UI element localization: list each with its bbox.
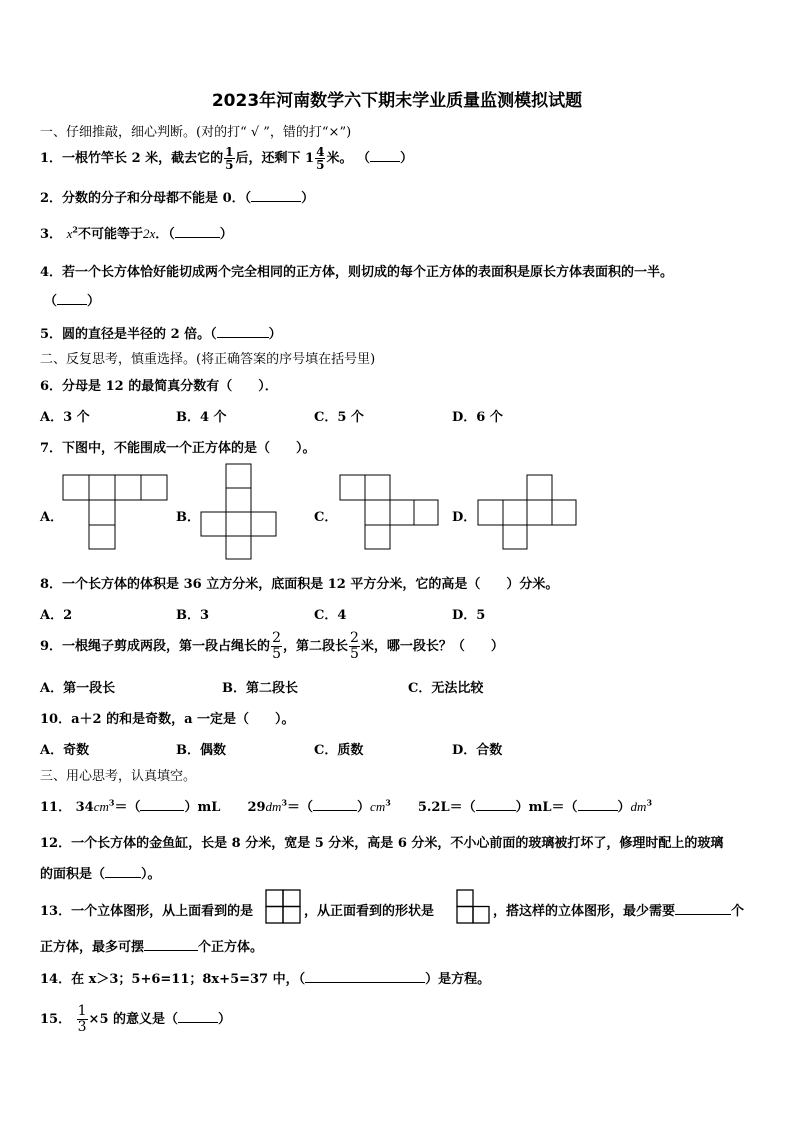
option-b[interactable]: B．偶数 <box>176 743 226 758</box>
front-view-figure <box>456 889 492 925</box>
question-9 <box>40 631 504 662</box>
question-4-answer <box>44 290 100 309</box>
question-13-cont3 <box>40 936 263 955</box>
fraction <box>271 631 282 662</box>
section-heading-1: 一、仔细推敲，细心判断。(对的打“ √ ”，错的打“×”) <box>40 125 352 140</box>
answer-blank[interactable] <box>370 150 400 162</box>
question-text: 29 <box>247 800 266 815</box>
question-number: 8． <box>40 577 63 592</box>
question-text: 34 <box>75 800 94 815</box>
question-7 <box>40 437 316 456</box>
question-8 <box>40 573 558 592</box>
question-text: （ <box>44 294 58 309</box>
question-text: ＝（ <box>287 800 314 815</box>
fraction <box>315 146 325 171</box>
cube-net-c[interactable] <box>339 474 441 552</box>
numerator: 4 <box>316 145 325 159</box>
question-text: ）是方程。 <box>425 972 491 987</box>
question-text: 一根竹竿长 2 米，截去它的 <box>62 151 224 166</box>
exponent: 2 <box>72 224 78 235</box>
cube-net-b[interactable] <box>200 463 278 561</box>
option-a[interactable]: A．2 <box>40 608 73 623</box>
question-text: ＝（ <box>114 800 141 815</box>
question-number: 5． <box>40 327 63 342</box>
question-text: 一个长方体的金鱼缸，长是 8 分米，宽是 5 分米，高是 6 分米，不小心前面的玻璃被打坏了，修理时配上的玻璃 <box>71 836 724 851</box>
answer-blank[interactable] <box>313 799 357 811</box>
question-text: ） <box>617 800 631 815</box>
exponent: 3 <box>281 797 288 808</box>
question-text: ，第二段长 <box>282 639 348 654</box>
question-text: 个 <box>731 904 745 919</box>
option-d[interactable]: D．合数 <box>452 743 503 758</box>
question-text: ，搭这样的立体图形，最少需要 <box>493 904 676 919</box>
denominator: 5 <box>316 158 325 172</box>
question-12 <box>40 832 723 851</box>
question-text: ）。 <box>141 867 161 882</box>
fraction <box>224 146 234 171</box>
unit: cm <box>370 799 386 814</box>
question-text: 的面积是（ <box>40 867 106 882</box>
question-text: ） <box>357 800 371 815</box>
question-13-cont: ，从正面看到的形状是 <box>304 904 435 919</box>
option-c[interactable]: C．5 个 <box>314 410 364 425</box>
question-text: 圆的直径是半径的 2 倍。（ <box>62 327 217 342</box>
question-text: 下图中，不能围成一个正方体的是（ ）。 <box>62 441 316 456</box>
question-text: 正方体，最多可摆 <box>40 940 145 955</box>
answer-blank[interactable] <box>578 799 618 811</box>
numerator: 2 <box>350 630 359 646</box>
numerator: 2 <box>272 630 281 646</box>
question-text: 米。 （ <box>326 151 370 166</box>
exponent: 3 <box>385 797 391 808</box>
question-text: 分数的分子和分母都不能是 0．（ <box>62 191 252 206</box>
unit: dm <box>630 799 647 814</box>
question-6 <box>40 375 278 394</box>
question-text: ） <box>399 151 413 166</box>
option-b[interactable]: B．第二段长 <box>222 681 298 696</box>
question-text: ）mL＝（ <box>515 800 578 815</box>
question-text: a＋2 的和是奇数，a 一定是（ ）。 <box>71 712 295 727</box>
question-text: 5.2L＝（ <box>417 800 476 815</box>
option-a-label[interactable]: A． <box>40 510 64 525</box>
question-text: ）mL <box>184 800 221 815</box>
question-text: 一个长方体的体积是 36 立方分米，底面积是 12 平方分米，它的高是（ ）分米。 <box>62 577 559 592</box>
question-text: ） <box>301 191 315 206</box>
question-3 <box>40 223 233 242</box>
option-a[interactable]: A．第一段长 <box>40 681 116 696</box>
question-number: 7． <box>40 441 63 456</box>
option-a[interactable]: A．3 个 <box>40 410 90 425</box>
question-text: 一根绳子剪成两段，第一段占绳长的 <box>62 639 271 654</box>
page-title: 2023年河南数学六下期末学业质量监测模拟试题 <box>211 91 583 111</box>
option-a[interactable]: A．奇数 <box>40 743 90 758</box>
fraction <box>349 631 360 662</box>
question-text: ） <box>218 1012 232 1027</box>
numerator: 1 <box>77 1003 87 1019</box>
question-number: 4． <box>40 265 63 280</box>
answer-blank[interactable] <box>675 903 731 915</box>
exponent: 3 <box>108 797 115 808</box>
cube-net-d[interactable] <box>477 474 579 552</box>
denominator: 5 <box>350 646 359 662</box>
fraction <box>77 1004 88 1035</box>
question-number: 12． <box>40 836 72 851</box>
answer-blank[interactable] <box>140 799 184 811</box>
question-11 <box>40 796 652 815</box>
question-text: 分母是 12 的最简真分数有（ ）． <box>62 379 278 394</box>
question-12-cont <box>40 863 161 882</box>
question-text: ） <box>219 227 233 242</box>
question-text: 不可能等于 <box>77 227 143 242</box>
question-10 <box>40 708 295 727</box>
question-2 <box>40 187 314 206</box>
option-c[interactable]: C．质数 <box>314 743 364 758</box>
option-b[interactable]: B．4 个 <box>176 410 227 425</box>
question-4 <box>40 261 673 280</box>
question-number: 13． <box>40 904 72 919</box>
exponent: 3 <box>646 797 653 808</box>
question-text: 后，还剩下 1 <box>235 151 315 166</box>
option-b[interactable]: B．3 <box>176 608 210 623</box>
answer-blank[interactable] <box>476 799 516 811</box>
question-number: 11． <box>40 800 72 815</box>
question-1 <box>40 146 413 171</box>
denominator: 3 <box>77 1019 87 1035</box>
answer-blank[interactable] <box>305 971 425 983</box>
option-c[interactable]: C．无法比较 <box>408 681 484 696</box>
answer-blank[interactable] <box>144 939 198 951</box>
numerator: 1 <box>225 145 234 159</box>
question-text: ） <box>87 294 101 309</box>
question-number: 3． <box>40 227 63 242</box>
top-view-figure <box>265 889 303 925</box>
question-text: 在 x＞3；5+6=11；8x+5=37 中，（ <box>71 972 306 987</box>
answer-blank[interactable] <box>105 866 141 878</box>
question-15 <box>40 1004 231 1035</box>
question-number: 14． <box>40 972 72 987</box>
math-expression: 2x <box>142 226 156 241</box>
option-d[interactable]: D．5 <box>452 608 486 623</box>
math-variable: x <box>66 226 73 241</box>
denominator: 5 <box>272 646 281 662</box>
question-number: 6． <box>40 379 63 394</box>
answer-blank[interactable] <box>178 1011 218 1023</box>
question-text: ） <box>268 327 282 342</box>
denominator: 5 <box>225 158 234 172</box>
option-c-label[interactable]: C． <box>314 510 338 525</box>
question-5 <box>40 323 282 342</box>
question-text: 米，哪一段长？（ ） <box>360 639 504 654</box>
answer-blank[interactable] <box>57 293 87 305</box>
question-number: 2． <box>40 191 63 206</box>
question-number: 1． <box>40 151 63 166</box>
unit: dm <box>265 799 282 814</box>
question-number: 9． <box>40 639 63 654</box>
answer-blank[interactable] <box>217 326 269 338</box>
answer-blank[interactable] <box>175 226 220 238</box>
section-heading-2: 二、反复思考，慎重选择。(将正确答案的序号填在括号里) <box>40 352 376 367</box>
question-13-cont2 <box>493 900 744 919</box>
answer-blank[interactable] <box>251 190 301 202</box>
question-number: 10． <box>40 712 72 727</box>
question-text: 一个立体图形，从上面看到的是 <box>71 904 254 919</box>
option-d[interactable]: D．6 个 <box>452 410 503 425</box>
section-heading-3: 三、用心思考，认真填空。 <box>40 769 197 784</box>
cube-net-a[interactable] <box>62 474 172 552</box>
question-14 <box>40 968 490 987</box>
question-13 <box>40 900 253 919</box>
question-text: 个正方体。 <box>198 940 264 955</box>
question-text: ．（ <box>155 227 175 242</box>
unit: cm <box>93 799 109 814</box>
option-b-label[interactable]: B． <box>176 510 200 525</box>
question-text: ×5 的意义是（ <box>88 1012 179 1027</box>
option-d-label[interactable]: D． <box>452 510 477 525</box>
question-text: 若一个长方体恰好能切成两个完全相同的正方体，则切成的每个正方体的表面积是原长方体表面积的一半。 <box>62 265 674 280</box>
option-c[interactable]: C．4 <box>314 608 347 623</box>
question-number: 15． <box>40 1012 72 1027</box>
